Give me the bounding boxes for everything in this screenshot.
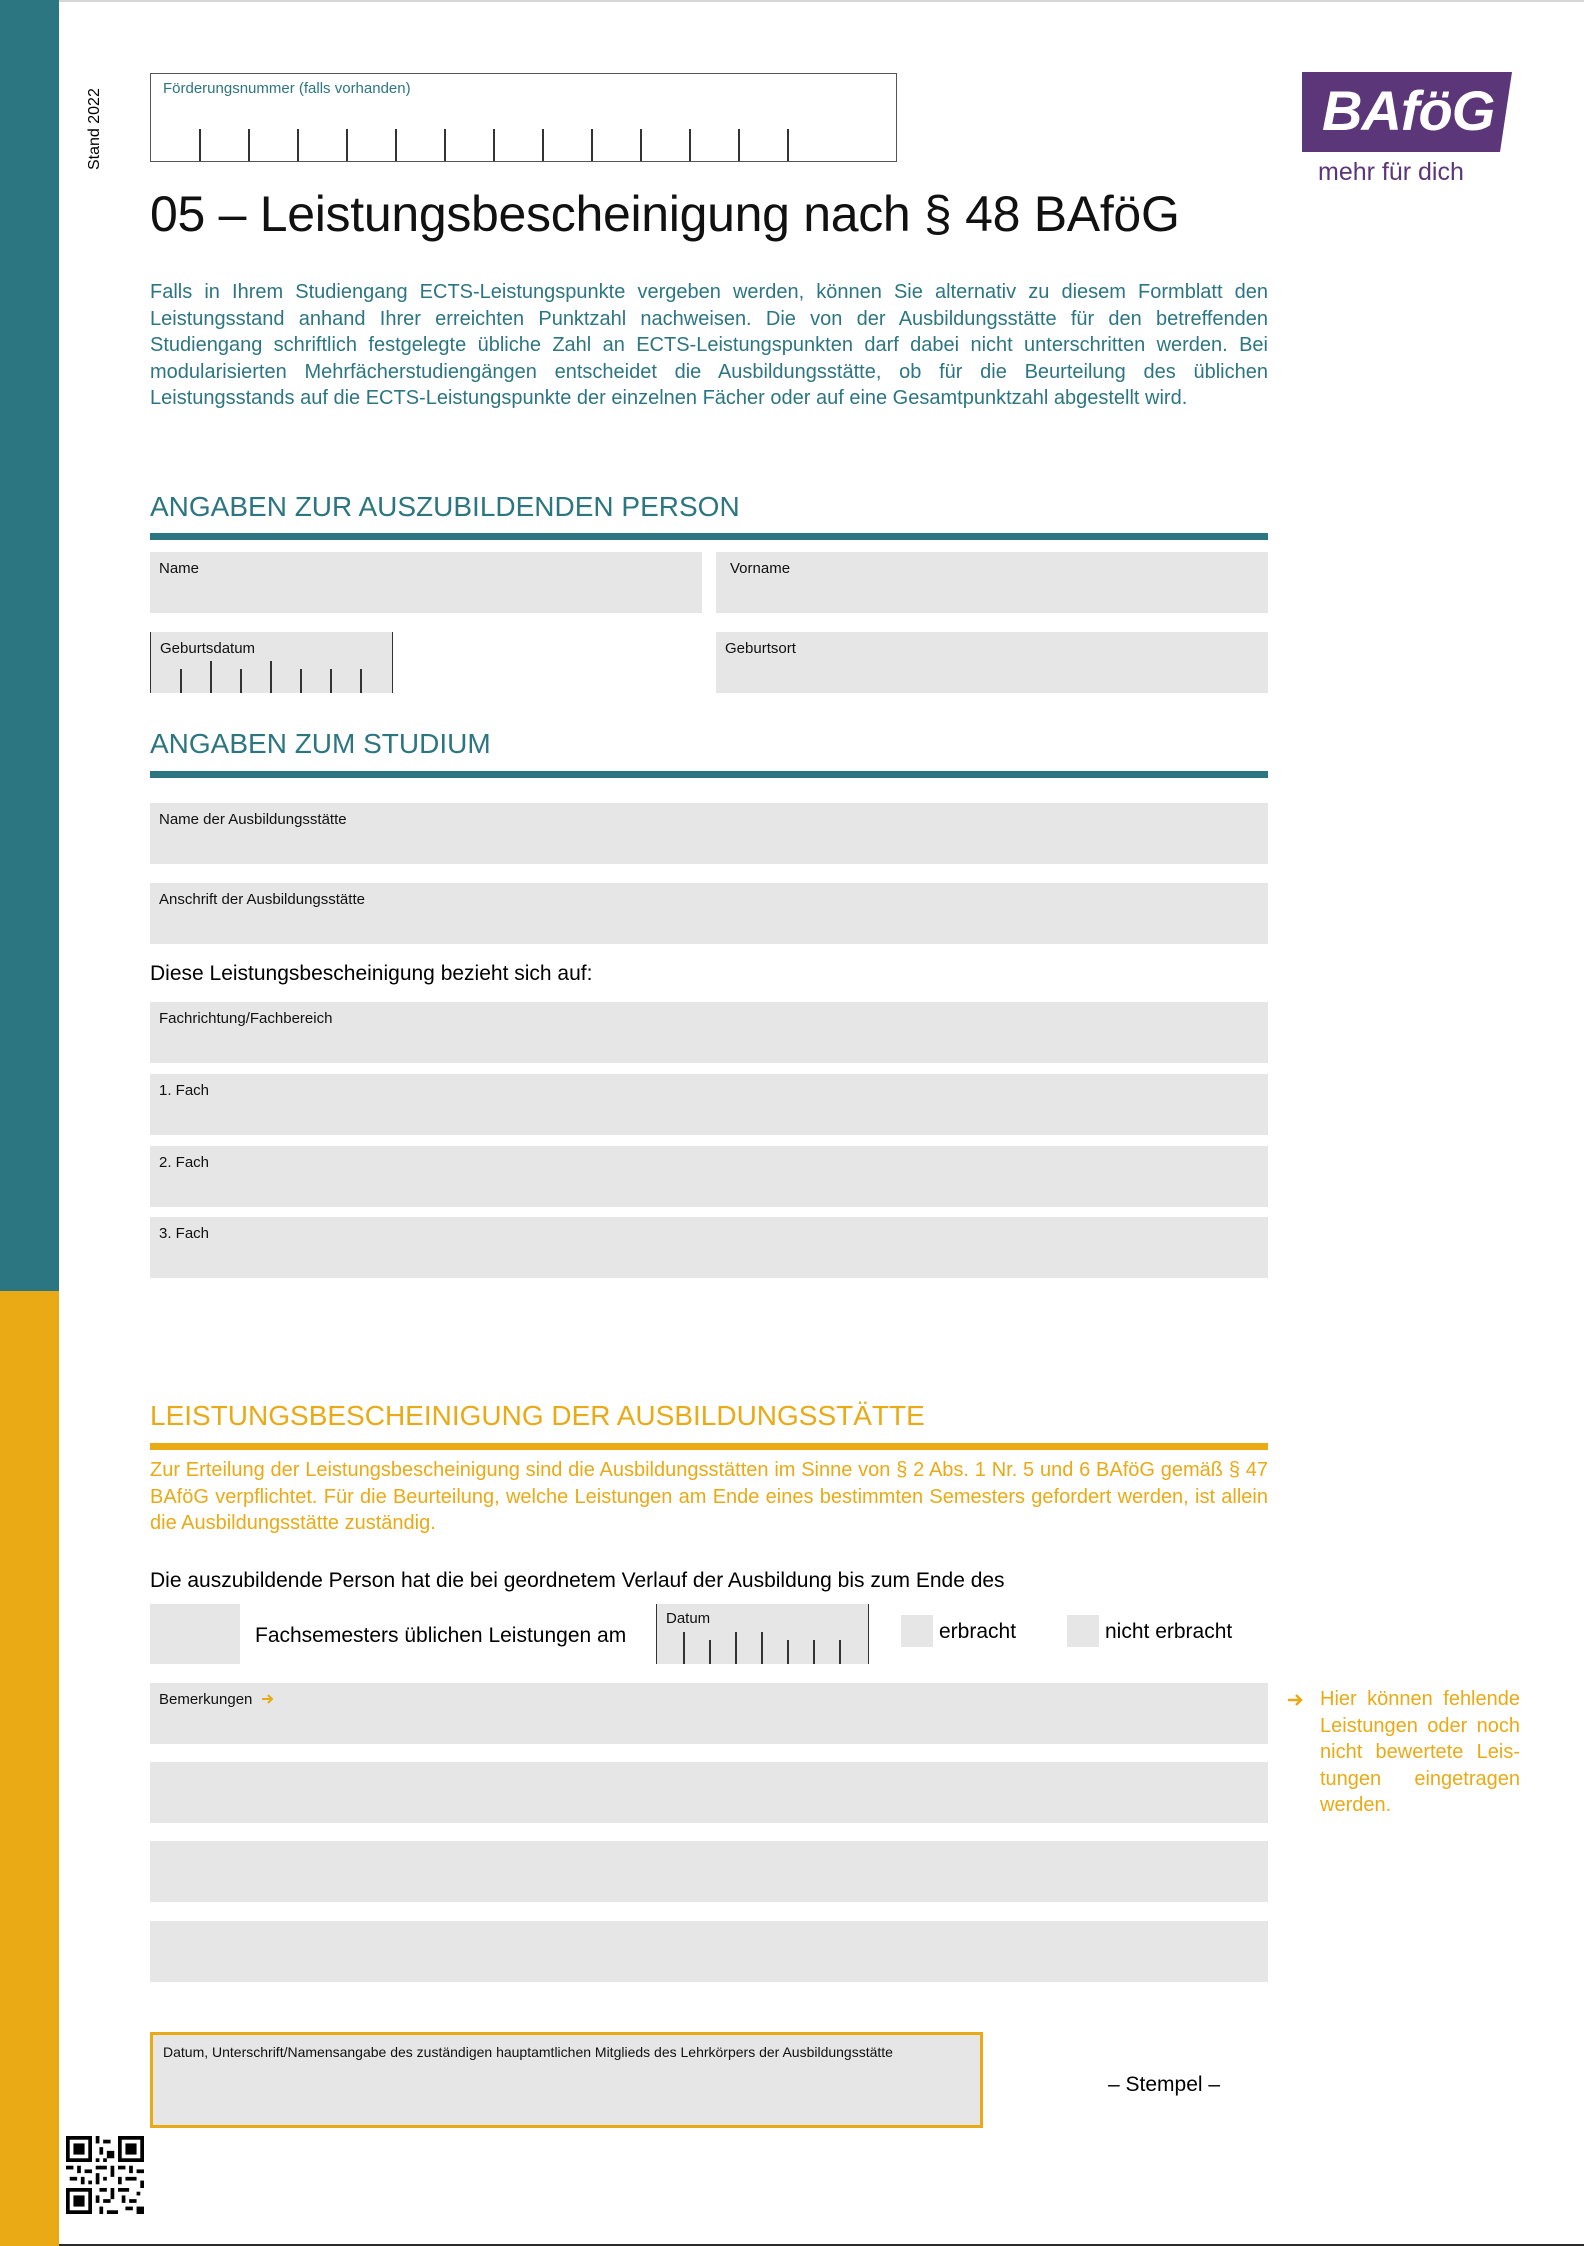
digit-separator bbox=[360, 669, 362, 693]
digit-separator bbox=[683, 1632, 685, 1664]
name-field[interactable] bbox=[150, 552, 702, 613]
side-stripe-teal bbox=[0, 0, 59, 1291]
qr-code-icon bbox=[66, 2136, 144, 2214]
erbracht-label: erbracht bbox=[939, 1620, 1017, 1643]
arrow-right-icon bbox=[1286, 1690, 1306, 1710]
bemerkungen-field-1[interactable] bbox=[150, 1683, 1268, 1744]
digit-separator bbox=[542, 129, 544, 161]
signature-field[interactable] bbox=[150, 2032, 983, 2128]
logo-tagline: mehr für dich bbox=[1318, 158, 1464, 186]
section-bar-studium bbox=[150, 771, 1268, 778]
page-title: 05 – Leistungsbescheinigung nach § 48 BAföG bbox=[150, 186, 1180, 242]
vorname-field[interactable] bbox=[716, 552, 1268, 613]
digit-separator bbox=[300, 669, 302, 693]
bezieht-sich-text: Diese Leistungsbescheinigung bezieht sich auf: bbox=[150, 962, 593, 985]
digit-separator bbox=[346, 129, 348, 161]
fach3-field[interactable] bbox=[150, 1217, 1268, 1278]
section-bar-leistung bbox=[150, 1443, 1268, 1450]
erbracht-checkbox[interactable] bbox=[901, 1615, 933, 1647]
signature-label: Datum, Unterschrift/Namensangabe des zuständigen hauptamtlichen Mitglieds des Lehrkörpers der Ausbildungsstätte bbox=[163, 2044, 893, 2060]
leistung-info-text: Zur Erteilung der Leistungsbescheinigung sind die Ausbildungsstätten im Sinne von § 2 Abs. 1 Nr. 5 und 6 BAföG gemäß § 47 BAföG verpflichtet. Für die Beurteilung, welche Leistungen am Ende eines bestimmten Semesters gefordert werden, ist allein die Ausbildungsstätte zuständig. bbox=[150, 1459, 1268, 1534]
anschrift-label: Anschrift der Ausbildungsstätte bbox=[159, 891, 365, 908]
fachsemester-text: Fachsemesters üblichen Leistungen am bbox=[255, 1624, 627, 1647]
digit-separator bbox=[199, 129, 201, 161]
digit-separator bbox=[689, 129, 691, 161]
fachrichtung-field[interactable] bbox=[150, 1002, 1268, 1063]
bemerkungen-hint bbox=[1280, 1686, 1520, 1819]
fach1-field[interactable] bbox=[150, 1074, 1268, 1135]
digit-separator bbox=[330, 669, 332, 693]
bemerkungen-label-group bbox=[159, 1691, 275, 1708]
digit-separator bbox=[297, 129, 299, 161]
section-heading-person: ANGABEN ZUR AUSZUBILDENDEN PERSON bbox=[150, 491, 740, 522]
anschrift-field[interactable] bbox=[150, 883, 1268, 944]
foerderungsnummer-field[interactable] bbox=[150, 73, 897, 162]
statement-text: Die auszubildende Person hat die bei geordnetem Verlauf der Ausbildung bis zum Ende des bbox=[150, 1569, 1005, 1592]
bemerkungen-field-3[interactable] bbox=[150, 1841, 1268, 1902]
digit-separator bbox=[180, 669, 182, 693]
digit-separator bbox=[395, 129, 397, 161]
digit-separator bbox=[210, 661, 212, 693]
vorname-label: Vorname bbox=[730, 560, 791, 577]
stempel-label: – Stempel – bbox=[1108, 2073, 1221, 2096]
digit-separator bbox=[270, 661, 272, 693]
nicht-erbracht-checkbox[interactable] bbox=[1067, 1615, 1099, 1647]
digit-separator bbox=[787, 129, 789, 161]
digit-separator bbox=[839, 1640, 841, 1664]
bemerkungen-field-4[interactable] bbox=[150, 1921, 1268, 1982]
section-heading-studium: ANGABEN ZUM STUDIUM bbox=[150, 728, 491, 759]
bafoeg-logo bbox=[1302, 72, 1512, 187]
digit-separator bbox=[709, 1640, 711, 1664]
section-bar-person bbox=[150, 533, 1268, 540]
logo-badge bbox=[1302, 72, 1512, 152]
digit-separator bbox=[444, 129, 446, 161]
fach1-label: 1. Fach bbox=[159, 1082, 210, 1099]
hint-text: Hier können fehlende Leistungen oder noch nicht bewertete Leis- tungen eingetragen werden. bbox=[1320, 1688, 1520, 1816]
geburtsort-label: Geburtsort bbox=[725, 640, 796, 657]
arrow-right-icon bbox=[261, 1693, 275, 1705]
bemerkungen-field-2[interactable] bbox=[150, 1762, 1268, 1823]
digit-separator bbox=[813, 1640, 815, 1664]
stand-label: Stand 2022 bbox=[86, 88, 103, 170]
ausbildungsstaette-label: Name der Ausbildungsstätte bbox=[159, 811, 347, 828]
datum-label: Datum bbox=[666, 1610, 711, 1627]
intro-text: Falls in Ihrem Studiengang ECTS-Leistungspunkte vergeben werden, können Sie alternativ zu diesem Formblatt den Leistungsstand anhand Ihrer erreichten Punktzahl nachweisen. Die von der Ausbildungsstätte für den betreffenden Studiengang schriftlich festgelegte übliche Zahl an ECTS-Leistungspunkten darf dabei nicht unterschritten werden. Bei modularisierten Mehrfächerstudiengängen entscheidet die Ausbildungsstätte, ob für die Beurteilung des üblichen Leistungsstands auf die ECTS-Leistungspunkte der einzelnen Fächer oder auf eine Gesamtpunktzahl abgestellt wird. bbox=[150, 281, 1268, 409]
fachrichtung-label: Fachrichtung/Fachbereich bbox=[159, 1010, 333, 1027]
logo-wordmark: BAföG bbox=[1322, 79, 1495, 142]
ausbildungsstaette-field[interactable] bbox=[150, 803, 1268, 864]
datum-field[interactable] bbox=[656, 1604, 869, 1664]
geburtsdatum-field[interactable] bbox=[150, 632, 393, 693]
fachsemester-number-field[interactable] bbox=[150, 1604, 240, 1664]
name-label: Name bbox=[159, 560, 200, 577]
digit-separator bbox=[738, 129, 740, 161]
geburtsort-field[interactable] bbox=[716, 632, 1268, 693]
nicht-erbracht-label: nicht erbracht bbox=[1105, 1620, 1233, 1643]
side-stripe-amber bbox=[0, 1291, 59, 2246]
digit-separator bbox=[591, 129, 593, 161]
digit-separator bbox=[640, 129, 642, 161]
fach2-field[interactable] bbox=[150, 1146, 1268, 1207]
foerderungsnummer-label: Förderungsnummer (falls vorhanden) bbox=[163, 80, 411, 97]
digit-separator bbox=[761, 1632, 763, 1664]
digit-separator bbox=[240, 669, 242, 693]
section-heading-leistung: LEISTUNGSBESCHEINIGUNG DER AUSBILDUNGSSTÄTTE bbox=[150, 1400, 925, 1431]
digit-separator bbox=[735, 1632, 737, 1664]
bemerkungen-label: Bemerkungen bbox=[159, 1691, 253, 1708]
digit-separator bbox=[493, 129, 495, 161]
digit-separator bbox=[248, 129, 250, 161]
fach3-label: 3. Fach bbox=[159, 1225, 210, 1242]
digit-separator bbox=[787, 1640, 789, 1664]
geburtsdatum-label: Geburtsdatum bbox=[160, 640, 256, 657]
top-divider bbox=[59, 0, 1584, 2]
fach2-label: 2. Fach bbox=[159, 1154, 210, 1171]
